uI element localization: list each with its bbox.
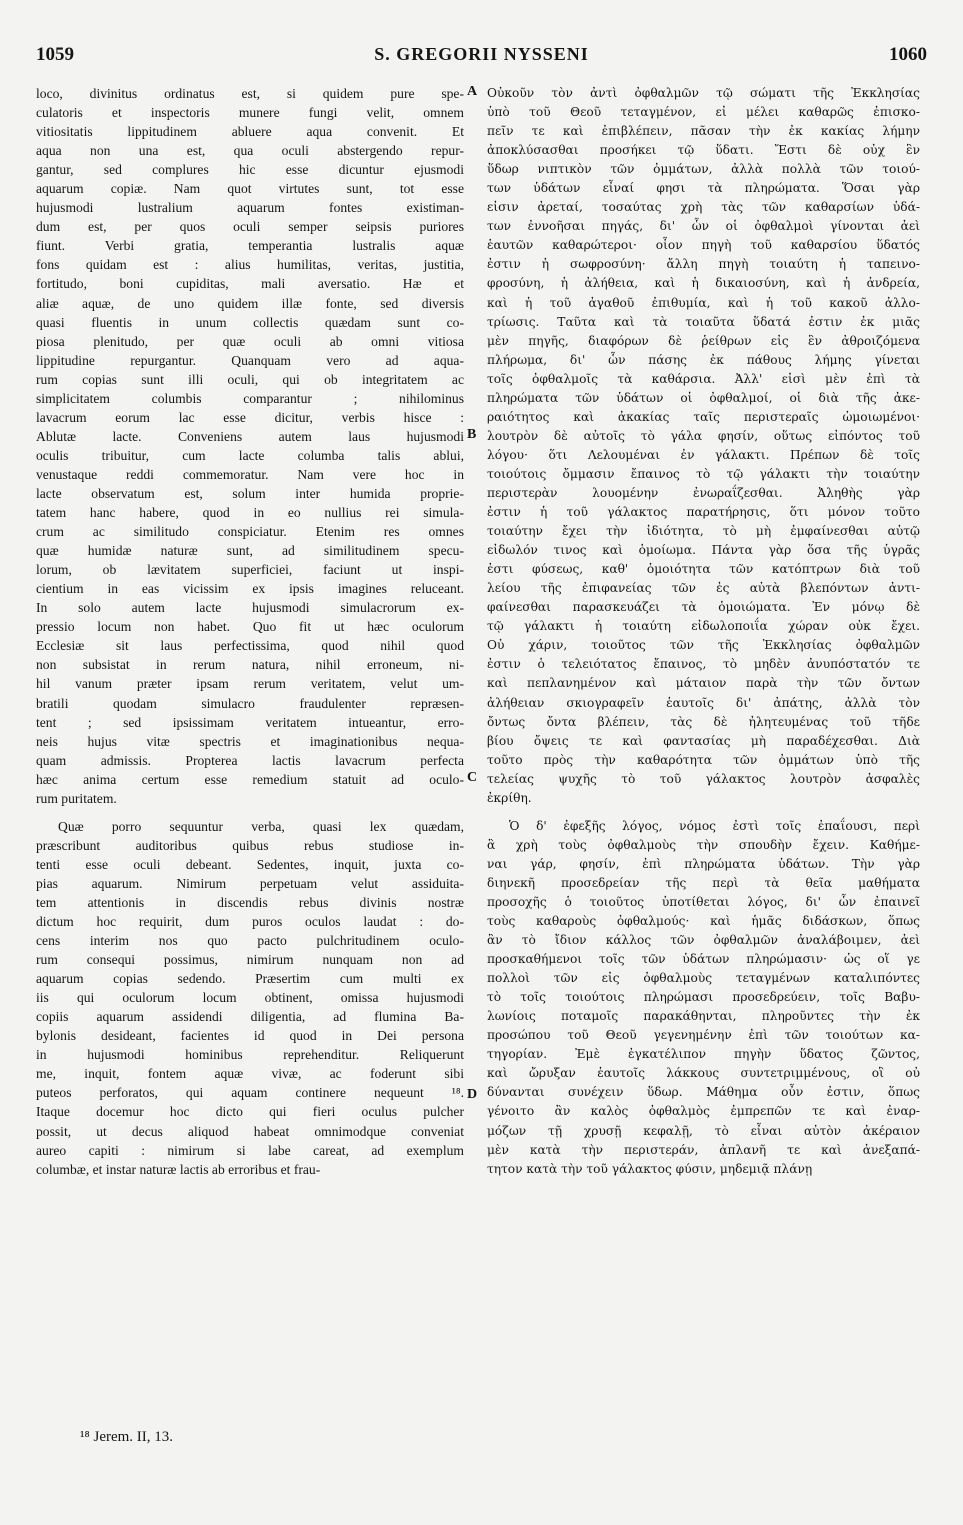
latin-text-line: tatem hanc habere, quod in eo nullius rei simula- [36,505,464,521]
greek-text-line: πολλοὶ τῶν εἰς ὀφθαλμοὺς τεταγμένων καταλιπόντες [487,971,920,986]
latin-text-line: puteos perforatos, qui aquam continere nequeunt ¹⁸. [36,1085,464,1101]
greek-text-line: μὲν πηγῆς, διαφόρων δὲ ῥείθρων εἰς ἓν ἀθροιζόμενα [487,333,920,348]
greek-text-line: ἐκρίθη. [487,790,532,805]
greek-text-line: εἰσιν ἀρεταί, τοσαύτας χρὴ τὰς τῶν καθαρσίων ὑδά- [487,200,920,215]
latin-text-line: fons quidam est : alius humilitas, veritas, justitia, [36,257,464,273]
greek-text-line: καὶ ὤρυξαν ἑαυτοῖς λάκκους συντετριμμένους, οἳ οὐ [487,1066,920,1081]
latin-text-line: aqua non una est, qua oculi abstergendo repur- [36,143,464,159]
latin-text-line: Itaque docemur hoc dicto qui fieri oculus pulcher [36,1104,464,1120]
latin-text-line: cens interim nos quo pacto pulchritudinem oculo- [36,933,464,949]
latin-text-line: venustaque reddi commemoratur. Nam vere hoc in [36,466,464,482]
greek-text-line: μόζων τῇ χρυσῇ κεφαλῇ, τὸ εἶναι αὐτὸν ἀκέραιον [487,1123,920,1138]
greek-text-line: ἂν τὸ ἴδιον κάλλος τῶν ὀφθαλμῶν ἀναλάβοιμεν, ἀεὶ [487,933,920,948]
greek-text-line: πλήρωμα, δι' ὧν πάσης ἐκ πάθους λήμης γίνεται [487,352,920,367]
latin-text-line: Ablutæ lacte. Conveniens autem laus hujusmodi [36,428,464,444]
greek-text-line: φαίνεσθαι παρασκευάζει τὰ ὁμοιώματα. Ἐν μόνῳ δὲ [487,600,920,615]
margin-letter-b: B [467,427,477,442]
latin-text-line: hujusmodi lustralium aquarum fontes existiman- [36,200,464,216]
latin-text-line: vitiositatis lippitudinem abluere aqua convenit. Et [36,124,464,140]
greek-text-line: εἰδωλόν τινος καὶ ὁμοίωμα. Πάντα γὰρ ὅσα τῆς ὑγρᾶς [487,543,920,558]
greek-text-line: δύνανται συνέχειν ὕδωρ. Μάθημα οὖν ἐστιν, ὅπως [487,1085,920,1100]
greek-text-line: προσκαθήμενοι τοῖς τῶν ὑδάτων πληρώμασιν· ὡς οἵ γε [487,952,920,967]
latin-column [36,84,464,1179]
latin-text-line: neis hujus vitæ spectris et imaginationibus nequa- [36,733,464,749]
greek-text-line: διηνεκῆ προσεδρείαν τῆς περὶ τὰ θεῖα μαθήματα [487,875,920,890]
latin-text-line: tenti esse oculi debeant. Sedentes, inquit, juxta co- [36,856,464,872]
greek-text-line: φροσύνη, ἡ ἀλήθεια, καὶ ἡ δικαιοσύνη, καὶ ἡ ἀνδρεία, [487,276,920,291]
latin-text-line: piosa plenitudo, per quæ oculi ab omni vitiosa [36,333,464,349]
greek-text-line: τοιαύτην ἔχει τὴν ἰδιότητα, τὸ μὴ ἐμφαίνεσθαι αὐτῷ [487,524,920,539]
latin-text-line: iis qui oculorum locum obtinent, omissa hujusmodi [36,990,464,1006]
greek-text-line: τοιούτοις ὄμμασιν ἔπαινος τὸ τῷ γάλακτι τὴν τοιαύτην [487,466,920,481]
greek-text-line: τητον κατὰ τὴν τοῦ γάλακτος φύσιν, μηδεμιᾷ πλάνῃ [487,1161,813,1176]
latin-text-line: fiunt. Verbi gratia, temperantia lustralis aquæ [36,238,464,254]
margin-letter-d: D [467,1087,478,1102]
latin-text-line: tent ; sed ipsissimam veritatem intueantur, erro- [36,714,464,730]
latin-text-line: cientium in eas vicissim ex ipsis imagines reluceant. [36,581,464,597]
greek-column [487,84,920,1179]
latin-text-line: quasi fluentis in unum collectis quædam sunt co- [36,314,464,330]
greek-text-line: Οὐκοῦν τὸν ἀντὶ ὀφθαλμῶν τῷ σώματι τῆς Ἐκκλησίας [487,86,920,100]
latin-text-line: hil vanum præter ipsam rerum veritatem, velut um- [36,676,464,692]
greek-text-line: ἐστιν ὁ τελειότατος ἔπαινος, τὸ μηδὲν ἀνυπόστατόν τε [487,657,920,672]
greek-text-line: τοῖς ὀφθαλμοῖς τὰ καθάρσια. Ἀλλ' εἰσὶ μὲν ἐπὶ τὰ [487,371,920,386]
latin-text-line: aquarum copias sedendo. Præsertim cum multi ex [36,971,464,987]
latin-text-line: fortitudo, boni cupiditas, mali aversatio. Hæ et [36,276,464,292]
latin-text-line: rum consequi possimus, nimirum nunquam non ad [36,952,464,968]
latin-text-line: dictum hoc requirit, dum puros oculos laudat : do- [36,914,464,930]
greek-text-line: γένοιτο ἂν καλὸς ὀφθαλμὸς ἐμπρεπῶν τε καὶ ἐναρ- [487,1104,920,1119]
greek-text-line: Ὁ δ' ἐφεξῆς λόγος, νόμος ἐστὶ τοῖς ἐπαΐουσι, περὶ [509,818,920,833]
latin-text-line: aquarum copiæ. Nam quot virtutes sunt, tot esse [36,181,464,197]
latin-text-line: pressio locum non habet. Quo fit ut hæc oculorum [36,619,464,635]
latin-text-line: crum ac similitudo conspiciatur. Etenim res omnes [36,524,464,540]
page-header [36,44,927,72]
greek-text-line: λωνίοις ποταμοῖς παρακάθηνται, πληροῦντες τὴν ἐκ [487,1009,920,1024]
greek-text-line: ἀποκλύσασθαι προσήκει τῷ ὕδατι. Ἔστι δὲ οὐχ ἓν [487,143,920,158]
greek-text-line: ὕδωρ νιπτικὸν τῶν ὀμμάτων, ἀλλὰ πολλὰ τῶν τοιού- [487,162,920,177]
greek-text-line: προσώπου τοῦ Θεοῦ γεγενημένην ἐπὶ τῶν τοιούτων κα- [487,1028,920,1043]
greek-text-line: περιστερὰν λουομένην ἐνωραΐζεσθαι. Ἀληθὴς γὰρ [487,485,920,500]
greek-text-line: των ἐννοῆσαι πηγάς, δι' ὧν οἱ ὀφθαλμοὶ γίνονται ἀεὶ [487,219,920,234]
latin-text-line: copiis aquarum assidendi diligentia, ad flumina Ba- [36,1009,464,1025]
greek-text-line: πληρώματα τῶν ὑδάτων οἱ ὀφθαλμοί, οἱ διὰ τῆς ἀκε- [487,390,920,405]
latin-text-line: non subsistat in rerum natura, nihil erroneum, ni- [36,657,464,673]
greek-text-line: τηγορίαν. Ἐμὲ ἐγκατέλιπον πηγὴν ὕδατος ζῶντος, [487,1047,920,1062]
greek-text-line: ἃ χρὴ τοὺς ὀφθαλμοὺς τὴν σπουδὴν ἔχειν. Καθήμε- [487,837,920,852]
latin-text-line: In solo autem lacte hujusmodi simulacrorum ex- [36,600,464,616]
greek-text-line: τοὺς καθαροὺς ὀφθαλμούς· καὶ ἡμᾶς διδάσκων, ὅπως [487,914,920,929]
footnote: ¹⁸ Jerem. II, 13. [80,1429,174,1445]
latin-text-line: Ecclesiæ sit laus perfectissima, quod nihil quod [36,638,464,654]
latin-text-line: lacte observatum est, solum inter humida proprie- [36,485,464,501]
greek-text-line: προσοχῆς ὁ τοιοῦτος ὑποτίθεται λόγος, δι' ὧν ἐπαινεῖ [487,894,920,909]
latin-text-line: in hujusmodi hominibus reprehenditur. Reliquerunt [36,1047,464,1063]
latin-text-line: lorum, ob lævitatem superficiei, faciunt ut inspi- [36,562,464,578]
greek-text-line: λόγου· ὅτι Λελουμέναι ἐν γάλακτι. Πρέπων δὲ τοῖς [487,447,920,462]
latin-text-line: possit, ut decus aliquod habeat omnimodque conveniat [36,1123,464,1139]
latin-text-line: quam admissis. Propterea lactis lavacrum perfecta [36,752,464,768]
page-number-right: 1060 [889,44,927,65]
latin-text-line: culatoris et inspectoris munere fungi velit, omnem [36,105,464,121]
greek-text-line: Οὐ χάριν, τοιοῦτος τῶν τῆς Ἐκκλησίας ὀφθαλμῶν [487,638,920,653]
greek-text-line: τρίωσις. Ταῦτα καὶ τὰ τοιαῦτα ὕδατά ἐστιν ἐκ μιᾶς [487,314,920,329]
greek-text-line: ραιότητος καὶ ἀκακίας ταῖς περιστεραῖς ὡμοιωμένοι· [487,409,920,424]
latin-text-line: rum puritatem. [36,790,117,806]
latin-text-line: hæc anima certum esse remedium statuit ad oculo- [36,771,464,787]
greek-text-line: τελείας ψυχῆς τὸ τοῦ γάλακτος λουτρὸν ἀσφαλὲς [487,771,920,786]
latin-text-line: columbæ, et instar naturæ lactis ab erroribus et frau- [36,1161,321,1177]
greek-text-line: βίου ὄψεις τε καὶ φαντασίας μὴ παραδέχεσθαι. Διὰ [487,733,920,748]
latin-text-line: aureo capiti : nimirum si labe careat, ad exemplum [36,1142,464,1158]
greek-text-line: ὑπὸ τοῦ Θεοῦ τεταγμένον, εἰ μέλει καθαρῶς ἐπισκο- [487,105,920,120]
greek-text-line: των ὑδάτων εἶναί φησι τὰ πληρώματα. Ὅσαι γὰρ [487,181,920,196]
latin-text-line: præscribunt auditoribus quibus rebus studiose in- [36,837,464,853]
margin-letter-c: C [467,770,478,785]
latin-text-line: Quæ porro sequuntur verba, quasi lex quædam, [58,818,464,834]
greek-text-line: λείου τῆς ἐπιφανείας τῶν ἐς αὐτὰ βλεπόντων ἀντι- [487,581,920,596]
latin-text-line: dum est, per quos oculi semper seipsis puriores [36,219,464,235]
latin-text-line: bylonis desideant, facientes id quod in Dei persona [36,1028,464,1044]
greek-text-line: καὶ πεπλανημένον καὶ μάταιον παρὰ τὴν τῶν ὄντων [487,676,920,691]
latin-text-line: pias aquarum. Nimirum perpetuam velut assiduita- [36,875,464,891]
greek-text-line: τῷ γάλακτι ἡ τοιαύτη εἰδωλοποιΐα χώραν οὐκ ἔχει. [487,619,920,634]
latin-text-line: me, inquit, fontem aquæ vivæ, ac foderunt sibi [36,1066,464,1082]
greek-text-line: μὲν κατὰ τὴν περιστεράν, ἀπλανῆ τε καὶ ἀνεξαπά- [487,1142,920,1157]
page-number-left: 1059 [36,44,74,65]
latin-text-line: loco, divinitus ordinatus est, si quidem pure spe- [36,86,464,101]
latin-text-line: tem attentionis in discendis rebus divinis nostræ [36,894,464,910]
greek-text-line: τοῦτο πρὸς τὴν καθαρότητα τῶν ὀμμάτων ὑπὸ τῆς [487,752,920,767]
latin-text-line: lippitudine repurgantur. Quanquam vero ad aqua- [36,352,464,368]
greek-text-line: ἐστιν ἡ τοῦ γάλακτος παρατήρησις, ὅτι μόνον τοῦτο [487,505,920,520]
latin-text-line: gantur, sed complures hic esse dicuntur ejusmodi [36,162,464,178]
latin-text-line: bratili quodam simulacro fraudulenter repræsen- [36,695,464,711]
latin-text-line: simplicitatem columbis comparantur ; nihilominus [36,390,464,406]
greek-text-line: πεῖν τε καὶ ἐπιβλέπειν, πᾶσαν τὴν ἐκ κακίας λήμην [487,124,920,139]
greek-text-line: ἐστι φύσεως, καθ' ὁμοιότητα τῶν κατόπτρων διὰ τοῦ [487,562,920,577]
margin-letter-a: A [467,84,478,99]
greek-text-line: ἑαυτῶν καθαρώτεροι· οἷον πηγὴ τοῦ καθαρσίου ὕδατός [487,238,920,253]
greek-text-line: ἀλήθειαν σκιογραφεῖν ἑαυτοῖς δι' ἀπάτης, ἀλλὰ τὸν [487,695,920,710]
greek-text-line: ναι γάρ, φησίν, ἐπὶ πληρώματα ὑδάτων. Τὴν γὰρ [487,856,920,871]
greek-text-line: καὶ ἡ τοῦ ἀγαθοῦ ἐπιθυμία, καὶ ἡ τοῦ κακοῦ ἀλλο- [487,295,920,310]
greek-text-line: λουτρὸν δὲ αὐτοῖς τὸ γάλα φησίν, οὕτως εἰπόντος τοῦ [487,428,920,443]
latin-text-line: oculis tribuitur, cum lacte columba talis ablui, [36,447,464,463]
running-title: S. GREGORII NYSSENI [374,44,589,64]
latin-text-line: quæ humidæ naturæ sunt, ad similitudinem specu- [36,543,464,559]
greek-text-line: τὸ τοῖς τοιούτοις πληρώμασι προσεδρεύειν, τοῖς Βαβυ- [487,990,920,1005]
greek-text-line: ἐστιν ἡ σωφροσύνη· ἄλλη πηγὴ τοιαύτη ἡ ταπεινο- [487,257,920,272]
greek-text-line: ὄντως ὄντα βλέπειν, τὰς δὲ ἠλητευμένας τοῦ τῆδε [487,714,920,729]
latin-text-line: rum copias sunt illi oculi, qui ob integritatem ac [36,371,464,387]
latin-text-line: aliæ aquæ, de uno quidem illæ fonte, sed diversis [36,295,464,311]
latin-text-line: lavacrum eorum lac esse dicitur, verbis hisce : [36,409,464,425]
